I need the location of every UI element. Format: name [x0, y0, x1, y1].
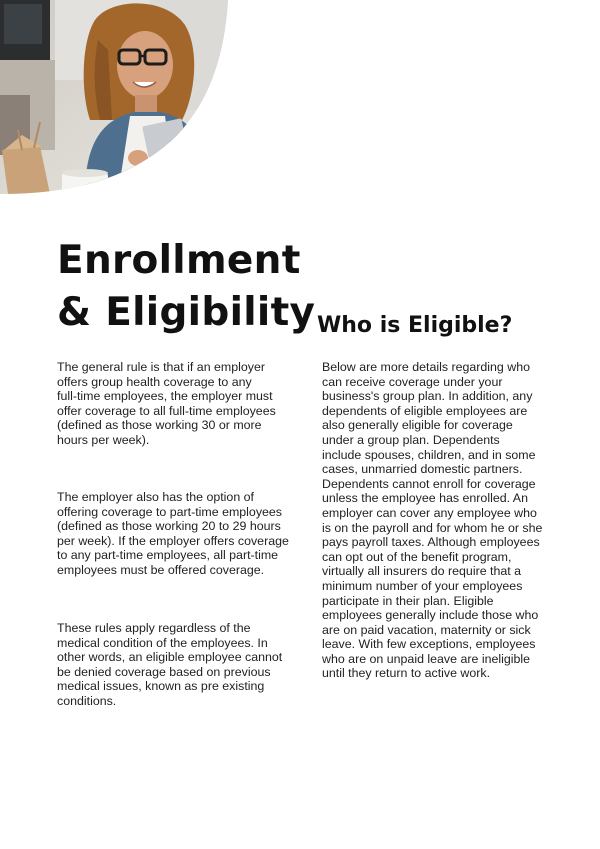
page-title-line-1: Enrollment [57, 238, 301, 283]
hero-photo-woman-laptop [0, 0, 228, 194]
section-heading: Who is Eligible? [317, 313, 513, 338]
hero-photo [0, 0, 228, 194]
left-paragraph-1: The general rule is that if an employer offers group health coverage to any full-time employees, the employer must offer coverage to all full-time employees (defined as those working 30 or more hours per week). [57, 360, 276, 447]
left-paragraph-2: The employer also has the option of offering coverage to part-time employees (defined as those working 20 to 29 hours per week). If the employer offers coverage to any part-time employees, all part-time employees must be offered coverage. [57, 490, 289, 577]
page-title-line-2: & Eligibility [57, 290, 316, 335]
right-paragraph: Below are more details regarding who can receive coverage under your business's group plan. In addition, any dependents of eligible employees are also generally eligible for coverage under a group plan. Dependents include spouses, children, and in some cases, unmarried domestic partners. Dependents cannot enroll for coverage unless the employee has enrolled. An employer can cover any employee who is on the payroll and for whom he or she pays payroll taxes. Although employees can opt out of the benefit program, virtually all insurers do require that a minimum number of your employees participate in their plan. Eligible employees generally include those who are on paid vacation, maternity or sick leave. With few exceptions, employees who are on unpaid leave are ineligible until they return to active work. [322, 360, 543, 681]
page-title [57, 235, 315, 339]
left-paragraph-3: These rules apply regardless of the medical condition of the employees. In other words, an eligible employee cannot be denied coverage based on previous medical issues, known as pre existing conditions. [57, 621, 283, 708]
